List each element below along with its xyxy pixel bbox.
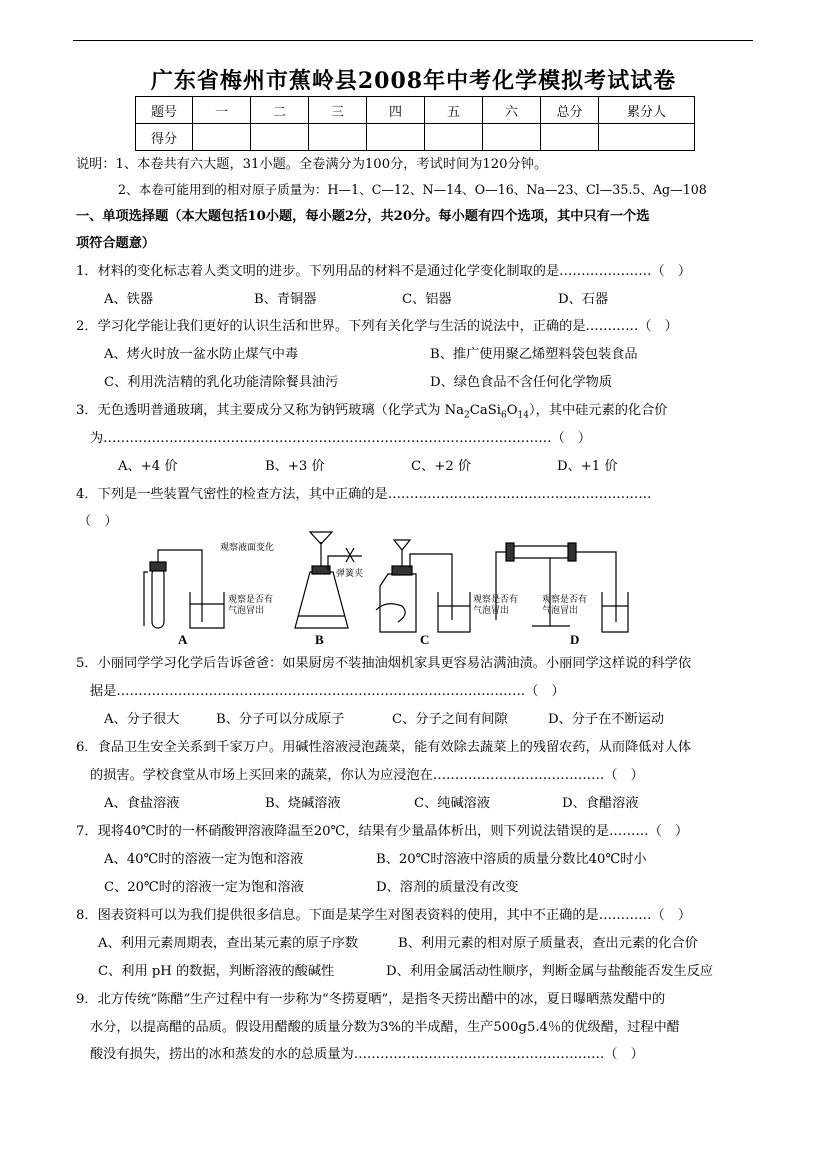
stand-shape [532,558,570,626]
q3-subscript: 14 [517,410,529,421]
question-6-stem: 6．食品卫生安全关系到千家万户。用碱性溶液浸泡蔬菜，能有效除去蔬菜上的残留农药，从而降低对人体 [76,740,692,755]
score-blank-cell [251,124,309,151]
score-blank-cell [541,124,599,151]
question-3-stem [76,402,667,425]
score-table-score-row [136,124,695,151]
q5-option-d: D、分子在不断运动 [548,712,665,727]
q1-option-d: D、石器 [558,292,609,307]
flask-shape [295,572,348,628]
stopper-shape [506,543,514,561]
figure-label-bubbles-c2: 气泡冒出 [473,605,510,615]
figure-label-observe-liquid: 观察液面变化 [220,542,275,552]
section-1-heading-cont: 项符合题意） [76,236,156,251]
q6-option-c: C、纯碱溶液 [414,796,491,811]
q1-option-a: A、铁器 [104,292,154,307]
apparatus-d [496,543,628,632]
q8-option-c: C、利用 pH 的数据，判断溶液的酸碱性 [98,964,335,979]
question-5-stem-cont: 据是…………………………………………………………………………………（ ） [90,684,565,699]
q3-option-d: D、+1 价 [557,459,618,474]
figure-label-bubbles-a1: 观察是否有 [228,594,274,604]
score-cell: 题号 [136,97,193,124]
q3-option-c: C、+2 价 [411,459,472,474]
figure-letter-c: C [420,632,430,647]
q5-option-c: C、分子之间有间隙 [392,712,508,727]
score-table-header-row [136,97,695,124]
score-blank-cell [483,124,541,151]
question-7-stem: 7．现将40℃时的一杯硝酸钾溶液降温至20℃，结果有少量晶体析出，则下列说法错误的是………（ ） [76,824,689,839]
clamp-shape [346,548,354,562]
score-cell: 三 [309,97,367,124]
q3-stem-part: 3．无色透明普通玻璃，其主要成分又称为钠钙玻璃（化学式为 Na [76,403,465,418]
q5-option-a: A、分子很大 [104,712,180,727]
figure-label-bubbles-d2: 气泡冒出 [542,605,579,615]
figure-letter-b: B [315,632,324,647]
test-tube-shape [152,568,164,628]
question-4-stem: 4．下列是一些装置气密性的检查方法，其中正确的是…………………………………………………… [76,487,652,502]
question-2-stem: 2．学习化学能让我们更好的认识生活和世界。下列有关化学与生活的说法中，正确的是…………（ ） [76,319,678,334]
question-5-stem: 5．小丽同学学习化学后告诉爸爸：如果厨房不装抽油烟机家具更容易沾满油渍。小丽同学这样说的科学依 [76,656,692,671]
question-1-stem: 1．材料的变化标志着人类文明的进步。下列用品的材料不是通过化学变化制取的是…………………（ ） [76,264,692,279]
q3-subscript: 6 [501,410,507,421]
figure-label-bubbles-c1: 观察是否有 [473,594,519,604]
score-cell: 二 [251,97,309,124]
funnel-shape [310,532,332,566]
apparatus-c [376,540,470,632]
q7-option-c: C、20℃时的溶液一定为饱和溶液 [104,880,304,895]
page-title: 广东省梅州市蕉岭县2008年中考化学模拟考试试卷 [150,68,677,94]
q2-option-c: C、利用洗洁精的乳化功能清除餐具油污 [104,375,339,390]
note-2: 2、本卷可能用到的相对原子质量为：H—1、C—12、N—14、O—16、Na—23、Cl—35.5、Ag—108 [118,182,707,197]
q7-option-b: B、20℃时溶液中溶质的质量分数比40℃时小 [376,852,647,867]
funnel-shape [394,540,410,566]
question-6-stem-cont: 的损害。学校食堂从市场上买回来的蔬菜，你认为应浸泡在…………………………………（ ） [90,768,644,783]
score-cell: 一 [193,97,251,124]
q3-option-a: A、+4 价 [118,459,178,474]
q3-option-b: B、+3 价 [265,459,325,474]
q7-option-a: A、40℃时的溶液一定为饱和溶液 [104,852,304,867]
stopper-shape [392,566,412,575]
q2-option-d: D、绿色食品不含任何化学物质 [430,375,613,390]
apparatus-b [295,532,362,628]
q6-option-b: B、烧碱溶液 [265,796,341,811]
right-tube-shape [576,552,616,622]
score-cell: 累分人 [599,97,695,124]
q7-option-d: D、溶剂的质量没有改变 [376,880,519,895]
beaker-shape [602,592,628,632]
q3-formula-part: CaSi [469,403,501,418]
score-blank-cell [309,124,367,151]
header-rule [73,40,753,41]
score-blank-cell [599,124,695,151]
apparatus-a [144,550,224,628]
score-blank-cell [425,124,483,151]
q8-option-d: D、利用金属活动性顺序，判断金属与盐酸能否发生反应 [386,964,714,979]
q1-option-c: C、铝器 [402,292,452,307]
q1-option-b: B、青铜器 [254,292,317,307]
stopper-shape [312,566,330,574]
question-8-stem: 8．图表资料可以为我们提供很多信息。下面是某学生对图表资料的使用，其中不正确的是…………（ ） [76,908,692,923]
section-1-heading: 一、单项选择题（本大题包括10小题，每小题2分，共20分。每小题有四个选项，其中只有一个选 [76,209,650,224]
q6-option-a: A、食盐溶液 [104,796,180,811]
score-cell: 六 [483,97,541,124]
q3-stem-part: ），其中硅元素的化合价 [529,403,668,418]
score-table [135,96,695,151]
delivery-tube-shape [158,550,202,622]
q3-subscript: 2 [464,410,470,421]
q8-option-b: B、利用元素的相对原子质量表，查出元素的化合价 [398,936,698,951]
question-9-stem-cont: 水分，以提高醋的品质。假设用醋酸的质量分数为3%的半成醋，生产500g5.4％的优级醋，过程中醋 [90,1020,680,1035]
q8-option-a: A、利用元素周期表，查出某元素的原子序数 [98,936,359,951]
score-cell: 得分 [136,124,193,151]
q5-option-b: B、分子可以分成原子 [216,712,345,727]
figure-label-bubbles-a2: 气泡冒出 [228,605,265,615]
figure-letter-a: A [178,632,188,647]
question-3-stem-cont: 为…………………………………………………………………………………………（ ） [90,431,592,446]
question-4-stem-cont: （ ） [78,514,118,529]
score-cell: 五 [425,97,483,124]
q3-formula-part: O [506,403,518,418]
hand-hint [144,572,148,626]
note-1: 说明：1、本卷共有六大题，31小题。全卷满分为100分，考试时间为120分钟。 [76,157,548,172]
horizontal-tube-shape [512,546,570,558]
figure-letter-d: D [570,632,580,647]
bottle-shape [380,574,416,632]
q2-option-b: B、推广使用聚乙烯塑料袋包装食品 [430,347,638,362]
score-blank-cell [367,124,425,151]
score-blank-cell [193,124,251,151]
score-cell: 总分 [541,97,599,124]
beaker-shape [190,592,224,628]
apparatus-figure [140,528,630,648]
stopper-shape [568,543,576,561]
score-cell: 四 [367,97,425,124]
figure-label-clamp: 弹簧夹 [336,568,364,578]
beaker-shape [438,592,470,632]
question-9-stem: 9．北方传统“陈醋”生产过程中有一步称为“冬捞夏晒”，是指冬天捞出醋中的冰，夏日曝晒蒸发醋中的 [76,992,666,1007]
stopper-shape [150,562,166,571]
q2-option-a: A、烤火时放一盆水防止煤气中毒 [104,347,299,362]
figure-label-bubbles-d1: 观察是否有 [542,594,588,604]
question-9-stem-cont2: 酸没有损失，捞出的冰和蒸发的水的总质量为…………………………………………………（ ） [90,1047,644,1062]
q6-option-d: D、食醋溶液 [562,796,639,811]
